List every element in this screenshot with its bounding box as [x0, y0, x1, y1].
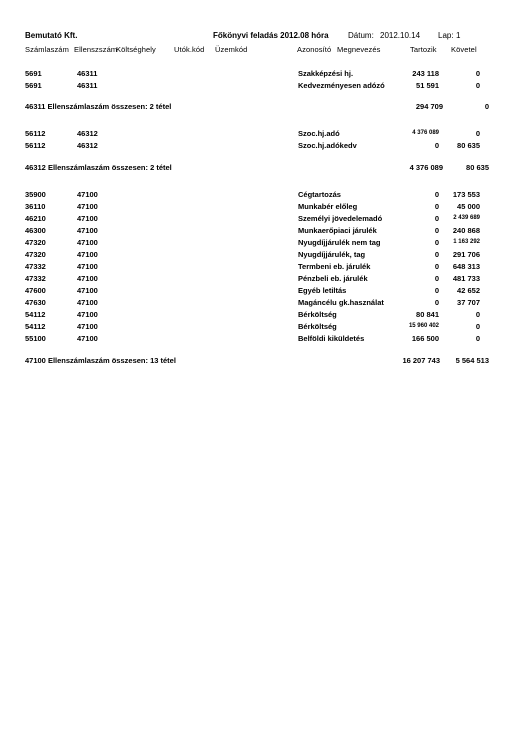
- row-megnevezes: Cégtartozás: [298, 190, 341, 199]
- company-name: Bemutató Kft.: [25, 31, 78, 40]
- row-ellen: 47100: [77, 286, 98, 295]
- row-szamla: 46210: [25, 214, 46, 223]
- group-summary-tartozik: 294 709: [415, 102, 443, 111]
- row-tartozik: 80 841: [416, 310, 439, 319]
- row-ellen: 46311: [77, 81, 98, 90]
- row-ellen: 46312: [77, 129, 98, 138]
- row-kovetel: 80 635: [457, 141, 480, 150]
- row-kovetel: 42 652: [457, 286, 480, 295]
- col-szamlaszam: Számlaszám: [25, 45, 69, 54]
- page-label: Lap:: [438, 31, 454, 40]
- row-szamla: 5691: [25, 81, 42, 90]
- row-szamla: 56112: [25, 129, 46, 138]
- row-tartozik: 0: [434, 214, 439, 223]
- row-ellen: 47100: [77, 202, 98, 211]
- row-kovetel: 1 163 292: [453, 239, 480, 245]
- row-szamla: 54112: [25, 310, 46, 319]
- row-kovetel: 0: [475, 129, 480, 138]
- group-summary-label: 46312 Ellenszámlaszám összesen: 2 tétel: [25, 163, 172, 172]
- row-tartozik: 0: [434, 298, 439, 307]
- row-tartozik: 0: [434, 262, 439, 271]
- col-tartozik: Tartozik: [410, 45, 437, 54]
- row-tartozik: 0: [434, 141, 439, 150]
- row-szamla: 47600: [25, 286, 46, 295]
- row-tartozik: 51 591: [416, 81, 439, 90]
- row-ellen: 47100: [77, 274, 98, 283]
- row-szamla: 54112: [25, 322, 46, 331]
- col-kovetel: Követel: [451, 45, 477, 54]
- row-kovetel: 0: [475, 322, 480, 331]
- row-megnevezes: Szakképzési hj.: [298, 69, 354, 78]
- date-label: Dátum:: [348, 31, 374, 40]
- row-tartozik: 0: [434, 274, 439, 283]
- row-megnevezes: Szoc.hj.adó: [298, 129, 340, 138]
- row-tartozik: 0: [434, 226, 439, 235]
- group-summary-kovetel: 80 635: [466, 163, 489, 172]
- row-ellen: 47100: [77, 238, 98, 247]
- row-tartozik: 243 118: [412, 69, 439, 78]
- row-megnevezes: Termbeni eb. járulék: [298, 262, 371, 271]
- row-ellen: 46311: [77, 69, 98, 78]
- report-title: Főkönyvi feladás 2012.08 hóra: [213, 31, 329, 40]
- row-tartozik: 0: [434, 202, 439, 211]
- row-szamla: 47630: [25, 298, 46, 307]
- row-ellen: 47100: [77, 322, 98, 331]
- row-ellen: 47100: [77, 214, 98, 223]
- row-ellen: 47100: [77, 298, 98, 307]
- row-ellen: 47100: [77, 250, 98, 259]
- row-kovetel: 648 313: [452, 262, 480, 271]
- row-megnevezes: Magáncélu gk.használat: [298, 298, 384, 307]
- group-summary-label: 46311 Ellenszámlaszám összesen: 2 tétel: [25, 102, 172, 111]
- row-szamla: 36110: [25, 202, 46, 211]
- row-tartozik: 0: [434, 250, 439, 259]
- col-azonosito: Azonosító: [297, 45, 332, 54]
- row-kovetel: 240 868: [452, 226, 480, 235]
- row-tartozik: 0: [434, 286, 439, 295]
- col-uzemkod: Üzemkód: [215, 45, 248, 54]
- row-ellen: 47100: [77, 334, 98, 343]
- group-summary-label: 47100 Ellenszámlaszám összesen: 13 tétel: [25, 356, 176, 365]
- row-kovetel: 0: [475, 334, 480, 343]
- row-ellen: 47100: [77, 310, 98, 319]
- row-szamla: 55100: [25, 334, 46, 343]
- row-kovetel: 481 733: [452, 274, 480, 283]
- row-ellen: 47100: [77, 226, 98, 235]
- row-szamla: 47320: [25, 250, 46, 259]
- row-kovetel: 45 000: [457, 202, 480, 211]
- row-megnevezes: Szoc.hj.adókedv: [298, 141, 357, 150]
- row-megnevezes: Munkabér előleg: [298, 202, 358, 211]
- row-ellen: 47100: [77, 262, 98, 271]
- row-tartozik: 4 376 089: [412, 130, 439, 136]
- row-megnevezes: Egyéb letiltás: [298, 286, 347, 295]
- group-summary-kovetel: 0: [484, 102, 489, 111]
- row-tartozik: 0: [434, 238, 439, 247]
- row-tartozik: 166 500: [411, 334, 439, 343]
- row-kovetel: 2 439 689: [453, 215, 480, 221]
- group-summary-tartozik: 16 207 743: [402, 356, 440, 365]
- row-kovetel: 0: [475, 81, 480, 90]
- col-koltseghely: Költséghely: [116, 45, 156, 54]
- row-megnevezes: Bérköltség: [298, 310, 337, 319]
- row-megnevezes: Személyi jövedelemadó: [298, 214, 383, 223]
- row-szamla: 47332: [25, 274, 46, 283]
- row-kovetel: 37 707: [457, 298, 480, 307]
- col-megnevezes: Megnevezés: [337, 45, 381, 54]
- row-megnevezes: Bérköltség: [298, 322, 337, 331]
- row-ellen: 47100: [77, 190, 98, 199]
- row-megnevezes: Kedvezményesen adózó: [298, 81, 385, 90]
- row-kovetel: 173 553: [452, 190, 480, 199]
- group-summary-kovetel: 5 564 513: [455, 356, 489, 365]
- row-kovetel: 0: [475, 69, 480, 78]
- col-ellenszamla: Ellenszszám: [74, 45, 118, 54]
- row-szamla: 56112: [25, 141, 46, 150]
- row-szamla: 5691: [25, 69, 42, 78]
- row-szamla: 47320: [25, 238, 46, 247]
- row-ellen: 46312: [77, 141, 98, 150]
- row-szamla: 46300: [25, 226, 46, 235]
- row-szamla: 47332: [25, 262, 46, 271]
- row-megnevezes: Nyugdíjjárulék nem tag: [298, 238, 381, 247]
- group-summary-tartozik: 4 376 089: [409, 163, 443, 172]
- row-kovetel: 291 706: [452, 250, 480, 259]
- date-value: 2012.10.14: [380, 31, 421, 40]
- row-megnevezes: Nyugdíjjárulék, tag: [298, 250, 366, 259]
- row-megnevezes: Pénzbeli eb. járulék: [298, 274, 368, 283]
- row-megnevezes: Munkaerőpiaci járulék: [298, 226, 377, 235]
- row-tartozik: 15 960 402: [408, 323, 439, 329]
- row-szamla: 35900: [25, 190, 46, 199]
- row-kovetel: 0: [475, 310, 480, 319]
- page-number: 1: [456, 31, 461, 40]
- row-tartozik: 0: [434, 190, 439, 199]
- row-megnevezes: Belföldi kiküldetés: [298, 334, 365, 343]
- col-utok: Utók.kód: [174, 45, 205, 54]
